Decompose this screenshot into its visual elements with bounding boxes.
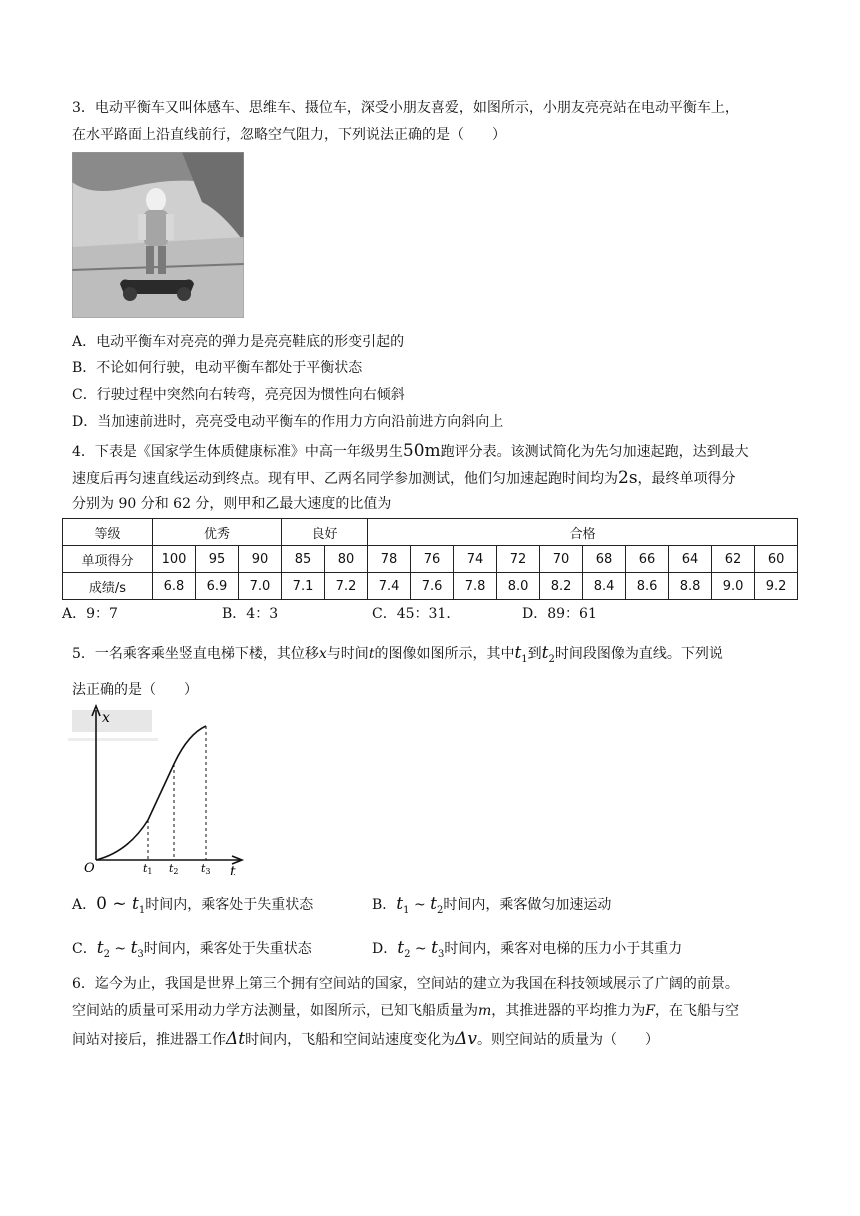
q4-distance: 50m [402, 441, 441, 461]
q4-option-a: A．9：7 [62, 606, 118, 622]
y-axis-label: x [102, 710, 110, 726]
option-var: t [430, 894, 437, 914]
score-cell: 70 [540, 546, 583, 573]
score-cell: 95 [196, 546, 239, 573]
q4-stem-text: 4．下表是《国家学生体质健康标准》中高一年级男生 [72, 444, 403, 460]
time-cell: 7.8 [454, 573, 497, 600]
q6-stem-line2 [72, 1000, 739, 1022]
option-text: 时间内，乘客做匀加速运动 [443, 897, 612, 913]
q6-stem-line3 [72, 1028, 659, 1051]
score-cell: 76 [411, 546, 454, 573]
option-text: 时间内，乘客对电梯的压力小于其重力 [444, 941, 683, 957]
score-cell: 90 [239, 546, 282, 573]
q6-stem-text: ，其推进器的平均推力为 [491, 1003, 646, 1019]
var-t: t [368, 646, 375, 662]
time-cell: 8.2 [540, 573, 583, 600]
option-text: 时间内，乘客处于失重状态 [143, 941, 312, 957]
time-cell: 9.2 [755, 573, 798, 600]
q6-stem-line1: 6．迄今为止，我国是世界上第三个拥有空间站的国家，空间站的建立为我国在科技领域展示了广阔的前景。 [72, 976, 739, 992]
q5-stem-line1 [72, 642, 723, 671]
time-cell: 8.8 [669, 573, 712, 600]
tilde: ~ [109, 941, 131, 957]
sub-1: 1 [403, 904, 410, 916]
option-var: t [397, 938, 405, 958]
option-letter: A． [72, 897, 97, 913]
q6-stem-text: 空间站的质量可采用动力学方法测量，如图所示，已知飞船质量为 [72, 1003, 478, 1019]
tilde: ~ [410, 941, 432, 957]
table-header-time: 成绩/s [63, 573, 153, 600]
tilde: ~ [409, 897, 431, 913]
sub-1: 1 [521, 653, 528, 665]
sub-3: 3 [137, 948, 144, 960]
time-cell: 7.1 [282, 573, 325, 600]
var-x: x [318, 646, 327, 662]
balance-car-photo [72, 152, 244, 318]
q4-stem-text: ，最终单项得分 [637, 471, 736, 487]
option-var: t [431, 938, 438, 958]
x-t-curve [96, 726, 206, 860]
sub-2: 2 [437, 904, 444, 916]
option-var: t [396, 894, 404, 914]
score-cell: 100 [153, 546, 196, 573]
q4-option-c: C．45：31． [372, 606, 461, 622]
grade-excellent: 优秀 [153, 519, 282, 546]
score-cell: 78 [368, 546, 411, 573]
score-cell: 85 [282, 546, 325, 573]
tick-t3: t3 [201, 862, 211, 875]
option-expr: 0 ~ t [96, 894, 139, 914]
q5-option-c [72, 937, 312, 966]
time-cell: 7.4 [368, 573, 411, 600]
q5-stem-text: 的图像如图所示，其中 [374, 646, 515, 662]
score-table [62, 518, 798, 600]
origin-label: O [84, 861, 95, 875]
grade-pass: 合格 [368, 519, 798, 546]
q3-stem-line2: 在水平路面上沿直线前行，忽略空气阻力，下列说法正确的是（ ） [72, 127, 506, 143]
sub-3: 3 [437, 948, 445, 960]
sub-2: 2 [548, 653, 555, 665]
q3-option-c: C．行驶过程中突然向右转弯，亮亮因为惯性向右倾斜 [72, 387, 405, 403]
table-header-grade: 等级 [63, 519, 153, 546]
time-cell: 8.4 [583, 573, 626, 600]
delta-t: Δt [226, 1029, 246, 1049]
time-cell: 8.6 [626, 573, 669, 600]
score-cell: 68 [583, 546, 626, 573]
time-cell: 8.0 [497, 573, 540, 600]
time-cell: 6.9 [196, 573, 239, 600]
table-header-score: 单项得分 [63, 546, 153, 573]
q6-stem-text: 间站对接后，推进器工作 [72, 1032, 226, 1048]
var-m: m [478, 1003, 492, 1019]
time-cell: 6.8 [153, 573, 196, 600]
score-cell: 62 [712, 546, 755, 573]
q5-stem-text: 时间段图像为直线。下列说 [554, 646, 723, 662]
q3-option-a: A．电动平衡车对亮亮的弹力是亮亮鞋底的形变引起的 [72, 334, 405, 350]
q4-stem-line2 [72, 467, 736, 490]
q5-stem-line2: 法正确的是（ ） [72, 682, 198, 698]
option-var: t [96, 938, 104, 958]
option-var: t [130, 938, 138, 958]
q4-option-b: B．4：3 [222, 606, 279, 622]
q6-stem-text: 。则空间站的质量为（ ） [477, 1032, 659, 1048]
delta-v: Δv [455, 1029, 477, 1049]
score-cell: 80 [325, 546, 368, 573]
q4-stem-text: 跑评分表。该测试简化为先匀加速起跑，达到最大 [440, 444, 749, 460]
score-cell: 74 [454, 546, 497, 573]
table-row-score [63, 546, 798, 573]
var-F: F [645, 1003, 655, 1019]
tick-t1: t1 [143, 862, 153, 875]
q4-option-d: D．89：61 [522, 606, 597, 622]
sub-2: 2 [103, 948, 110, 960]
time-cell: 9.0 [712, 573, 755, 600]
score-cell: 72 [497, 546, 540, 573]
score-cell: 64 [669, 546, 712, 573]
q4-stem-line3: 分别为 90 分和 62 分，则甲和乙最大速度的比值为 [72, 496, 392, 512]
table-row-time [63, 573, 798, 600]
q6-stem-text: ，在飞船与空 [655, 1003, 739, 1019]
displacement-time-graph [68, 700, 248, 875]
tick-t2: t2 [169, 862, 179, 875]
q5-stem-text: 5．一名乘客乘坐竖直电梯下楼，其位移 [72, 646, 319, 662]
option-letter: D． [372, 941, 398, 957]
sub-1: 1 [138, 904, 146, 916]
time-cell: 7.2 [325, 573, 368, 600]
q5-option-a [72, 893, 313, 922]
score-cell: 60 [755, 546, 798, 573]
option-text: 时间内，乘客处于失重状态 [145, 897, 314, 913]
q3-option-d: D．当加速前进时，亮亮受电动平衡车的作用力方向沿前进方向斜向上 [72, 414, 504, 430]
option-letter: C． [72, 941, 97, 957]
grade-good: 良好 [282, 519, 368, 546]
q5-stem-text: 与时间 [326, 646, 369, 662]
score-cell: 66 [626, 546, 669, 573]
sub-2: 2 [404, 948, 411, 960]
q3-option-b: B．不论如何行驶，电动平衡车都处于平衡状态 [72, 360, 363, 376]
q6-stem-text: 时间内，飞船和空间站速度变化为 [245, 1032, 456, 1048]
q5-option-b [372, 893, 611, 922]
q3-stem-line1: 3．电动平衡车又叫体感车、思维车、摄位车，深受小朋友喜爱，如图所示，小朋友亮亮站在电动平衡车上， [72, 100, 739, 116]
q4-stem-line1 [72, 440, 749, 463]
time-cell: 7.0 [239, 573, 282, 600]
table-row-grade [63, 519, 798, 546]
x-axis-label: t [230, 864, 236, 875]
var-t1: t [514, 643, 522, 663]
option-letter: B． [372, 897, 397, 913]
q5-stem-text: 到 [527, 646, 542, 662]
time-cell: 7.6 [411, 573, 454, 600]
q4-stem-text: 速度后再匀速直线运动到终点。现有甲、乙两名同学参加测试，他们匀加速起跑时间均为 [72, 471, 618, 487]
var-t2: t [541, 643, 549, 663]
q4-accel-time: 2s [618, 468, 638, 488]
q5-option-d [372, 937, 682, 966]
